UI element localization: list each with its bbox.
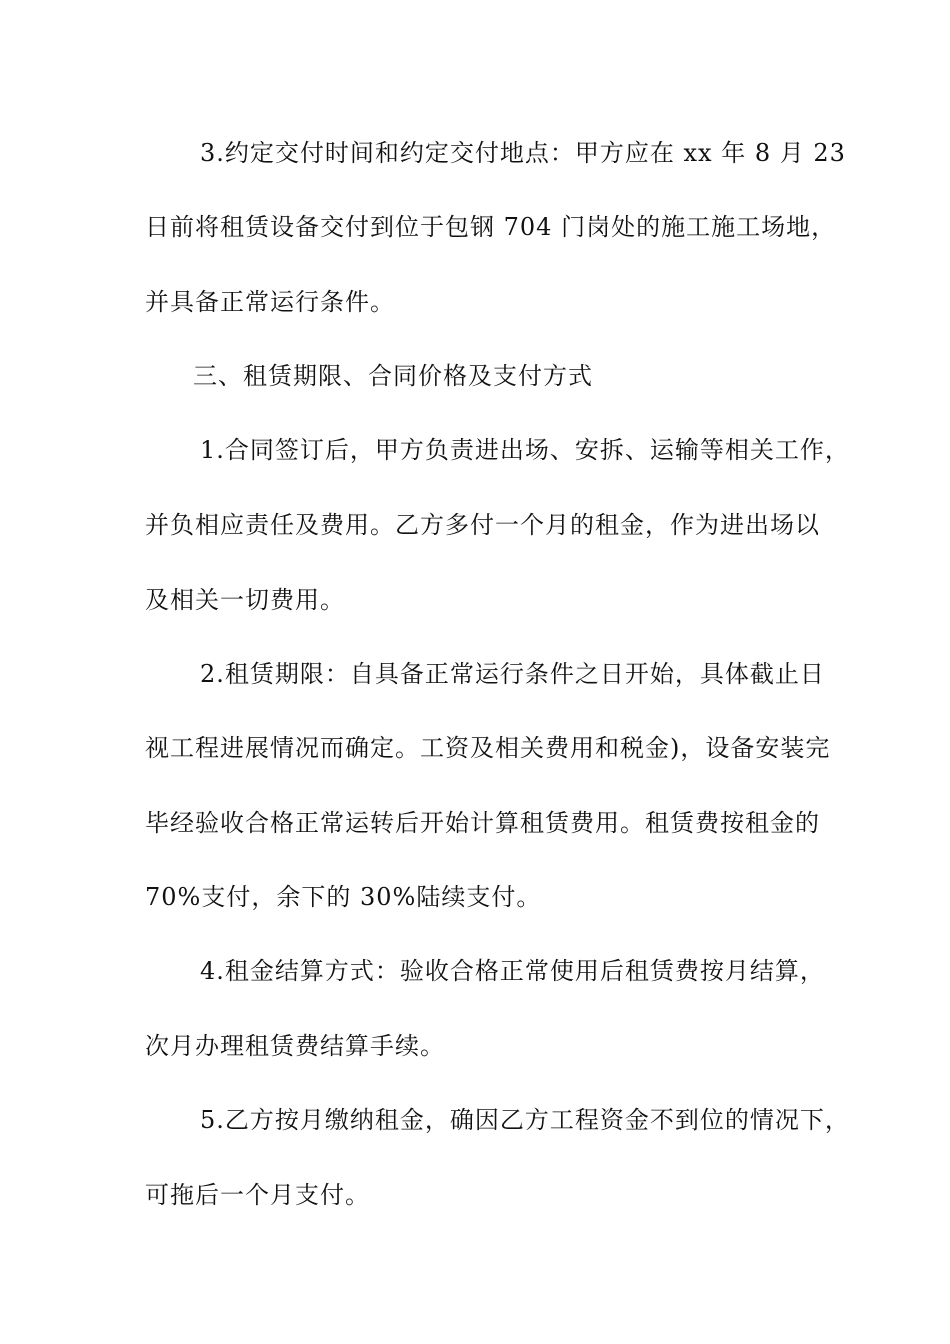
clause-2-term-line-4: 70%支付，余下的 30%陆续支付。 (145, 883, 542, 911)
clause-2-term-line-2: 视工程进展情况而确定。工资及相关费用和税金)，设备安装完 (145, 734, 831, 762)
clause-2-term-line-1: 2.租赁期限：自具备正常运行条件之日开始，具体截止日 (200, 660, 825, 688)
clause-2-term-line-3: 毕经验收合格正常运转后开始计算租赁费用。租赁费按租金的 (145, 809, 820, 837)
clause-1-contract-line-2: 并负相应责任及费用。乙方多付一个月的租金，作为进出场以 (145, 511, 820, 539)
clause-5-payment-line-2: 可拖后一个月支付。 (145, 1181, 370, 1209)
clause-3-delivery-line-1: 3.约定交付时间和约定交付地点：甲方应在 xx 年 8 月 23 (200, 139, 846, 167)
section-heading-lease-term: 三、租赁期限、合同价格及支付方式 (193, 362, 593, 390)
clause-4-settlement-line-2: 次月办理租赁费结算手续。 (145, 1032, 445, 1060)
clause-1-contract-line-3: 及相关一切费用。 (145, 586, 345, 614)
clause-3-delivery-line-2: 日前将租赁设备交付到位于包钢 704 门岗处的施工施工场地， (145, 213, 837, 241)
clause-4-settlement-line-1: 4.租金结算方式：验收合格正常使用后租赁费按月结算， (200, 957, 825, 985)
clause-3-delivery-line-3: 并具备正常运行条件。 (145, 288, 395, 316)
clause-1-contract-line-1: 1.合同签订后，甲方负责进出场、安拆、运输等相关工作， (200, 436, 850, 464)
clause-5-payment-line-1: 5.乙方按月缴纳租金，确因乙方工程资金不到位的情况下， (200, 1106, 850, 1134)
